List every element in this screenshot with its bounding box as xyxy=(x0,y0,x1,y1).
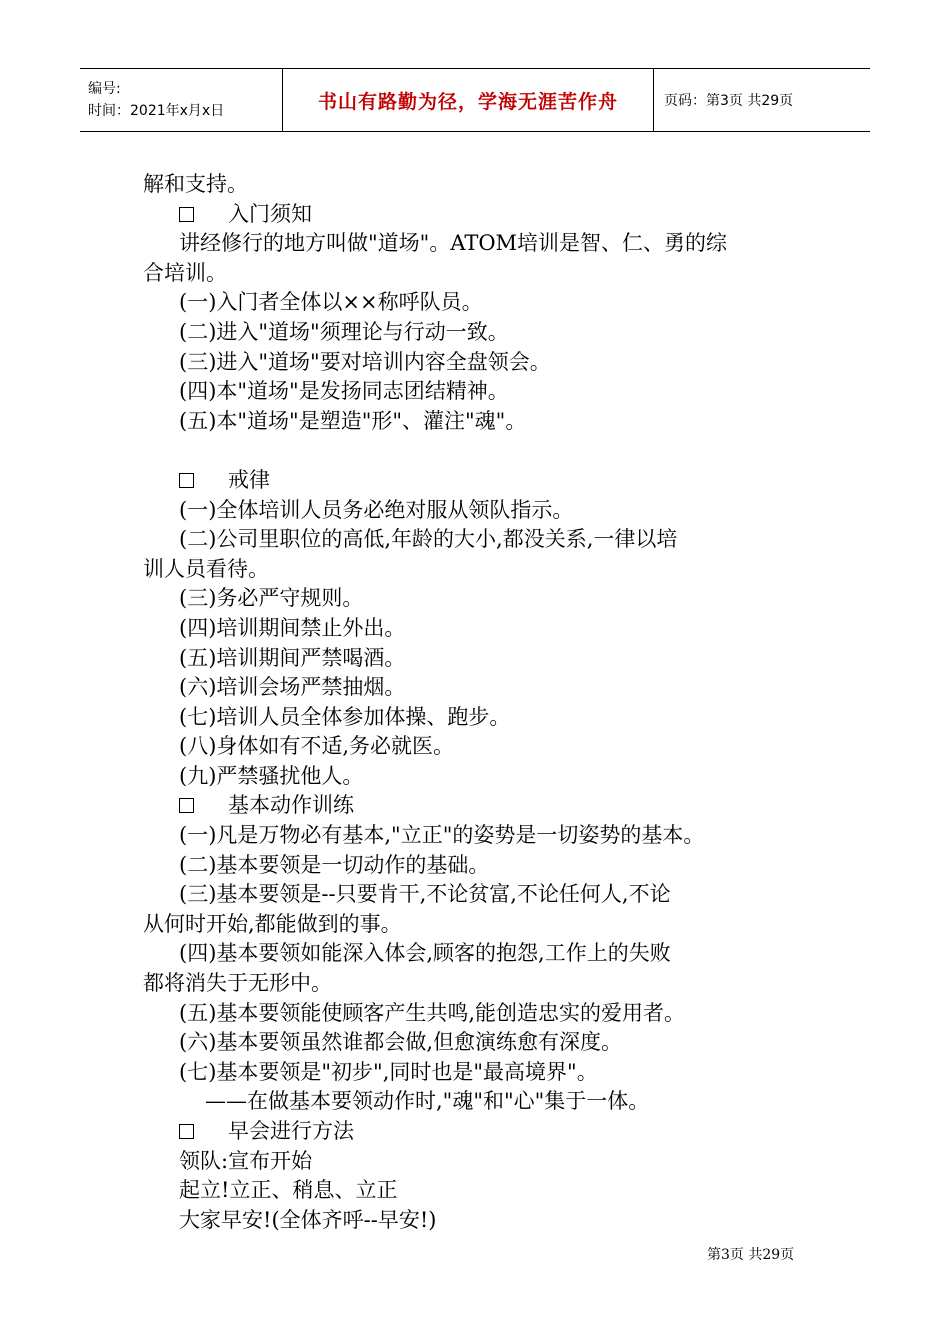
text-line: (四)本"道场"是发扬同志团结精神。 xyxy=(179,379,509,404)
text-line: (二)基本要领是一切动作的基础。 xyxy=(179,852,490,877)
checkbox-square-icon xyxy=(179,207,194,222)
text-line: (三)进入"道场"要对培训内容全盘领会。 xyxy=(179,349,551,374)
blank-line xyxy=(143,436,833,466)
text-line: (七)基本要领是"初步",同时也是"最高境界"。 xyxy=(179,1059,598,1084)
text-line: (三)基本要领是--只要肯干,不论贫富,不论任何人,不论 xyxy=(179,882,671,907)
text-line: 训人员看待。 xyxy=(143,556,269,581)
text-line: (五)本"道场"是塑造"形"、灌注"魂"。 xyxy=(179,408,527,433)
header-motto: 书山有路勤为径，学海无涯苦作舟 xyxy=(317,90,618,113)
checkbox-square-icon xyxy=(179,798,194,813)
text-line: (五)培训期间严禁喝酒。 xyxy=(179,645,406,670)
section-heading xyxy=(143,200,833,230)
header-page-number: 页码：第3页 共29页 xyxy=(664,93,794,109)
text-line: (三)务必严守规则。 xyxy=(179,586,364,611)
section-heading-text: 基本动作训练 xyxy=(228,793,354,818)
text-line: 都将消失于无形中。 xyxy=(143,971,332,996)
header-motto-cell xyxy=(282,69,654,131)
text-line: (四)培训期间禁止外出。 xyxy=(179,615,406,640)
header-meta xyxy=(80,69,282,131)
text-line: (九)严禁骚扰他人。 xyxy=(179,763,364,788)
section-heading xyxy=(143,791,833,821)
text-line: 合培训。 xyxy=(143,260,227,285)
text-line: ——在做基本要领动作时,"魂"和"心"集于一体。 xyxy=(205,1089,650,1114)
text-line: (八)身体如有不适,务必就医。 xyxy=(179,734,455,759)
text-line: 大家早安!(全体齐呼--早安!) xyxy=(179,1207,437,1232)
text-line: (六)基本要领虽然谁都会做,但愈演练愈有深度。 xyxy=(179,1030,623,1055)
text-line: (五)基本要领能使顾客产生共鸣,能创造忠实的爱用者。 xyxy=(179,1000,686,1025)
text-line: 从何时开始,都能做到的事。 xyxy=(143,911,402,936)
section-heading xyxy=(143,466,833,496)
document-number-label: 编号: xyxy=(88,81,121,97)
checkbox-square-icon xyxy=(179,473,194,488)
checkbox-square-icon xyxy=(179,1124,194,1139)
text-line: (二)进入"道场"须理论与行动一致。 xyxy=(179,319,509,344)
text-line: (二)公司里职位的高低,年龄的大小,都没关系,一律以培 xyxy=(179,527,678,552)
text-line: (六)培训会场严禁抽烟。 xyxy=(179,675,406,700)
text-line: 解和支持。 xyxy=(143,172,248,196)
text-line: 起立!立正、稍息、立正 xyxy=(179,1178,398,1203)
text-line: (七)培训人员全体参加体操、跑步。 xyxy=(179,704,511,729)
text-line: (一)全体培训人员务必绝对服从领队指示。 xyxy=(179,497,574,522)
text-line: 讲经修行的地方叫做"道场"。ATOM培训是智、仁、勇的综 xyxy=(179,231,728,256)
header-page-cell xyxy=(654,69,870,131)
footer-page-number: 第3页 共29页 xyxy=(707,1247,795,1263)
section-heading-text: 入门须知 xyxy=(228,201,312,226)
section-heading xyxy=(143,1117,833,1147)
document-body xyxy=(143,170,833,1235)
section-heading-text: 早会进行方法 xyxy=(228,1119,354,1143)
document-header xyxy=(80,68,870,132)
text-line: (一)入门者全体以××称呼队员。 xyxy=(179,290,483,315)
text-line: (一)凡是万物必有基本,"立正"的姿势是一切姿势的基本。 xyxy=(179,823,705,848)
text-line: (四)基本要领如能深入体会,顾客的抱怨,工作上的失败 xyxy=(179,941,671,966)
document-time-label: 时间：2021年x月x日 xyxy=(88,103,225,119)
text-line: 领队:宣布开始 xyxy=(179,1148,313,1173)
section-heading-text: 戒律 xyxy=(228,467,270,492)
